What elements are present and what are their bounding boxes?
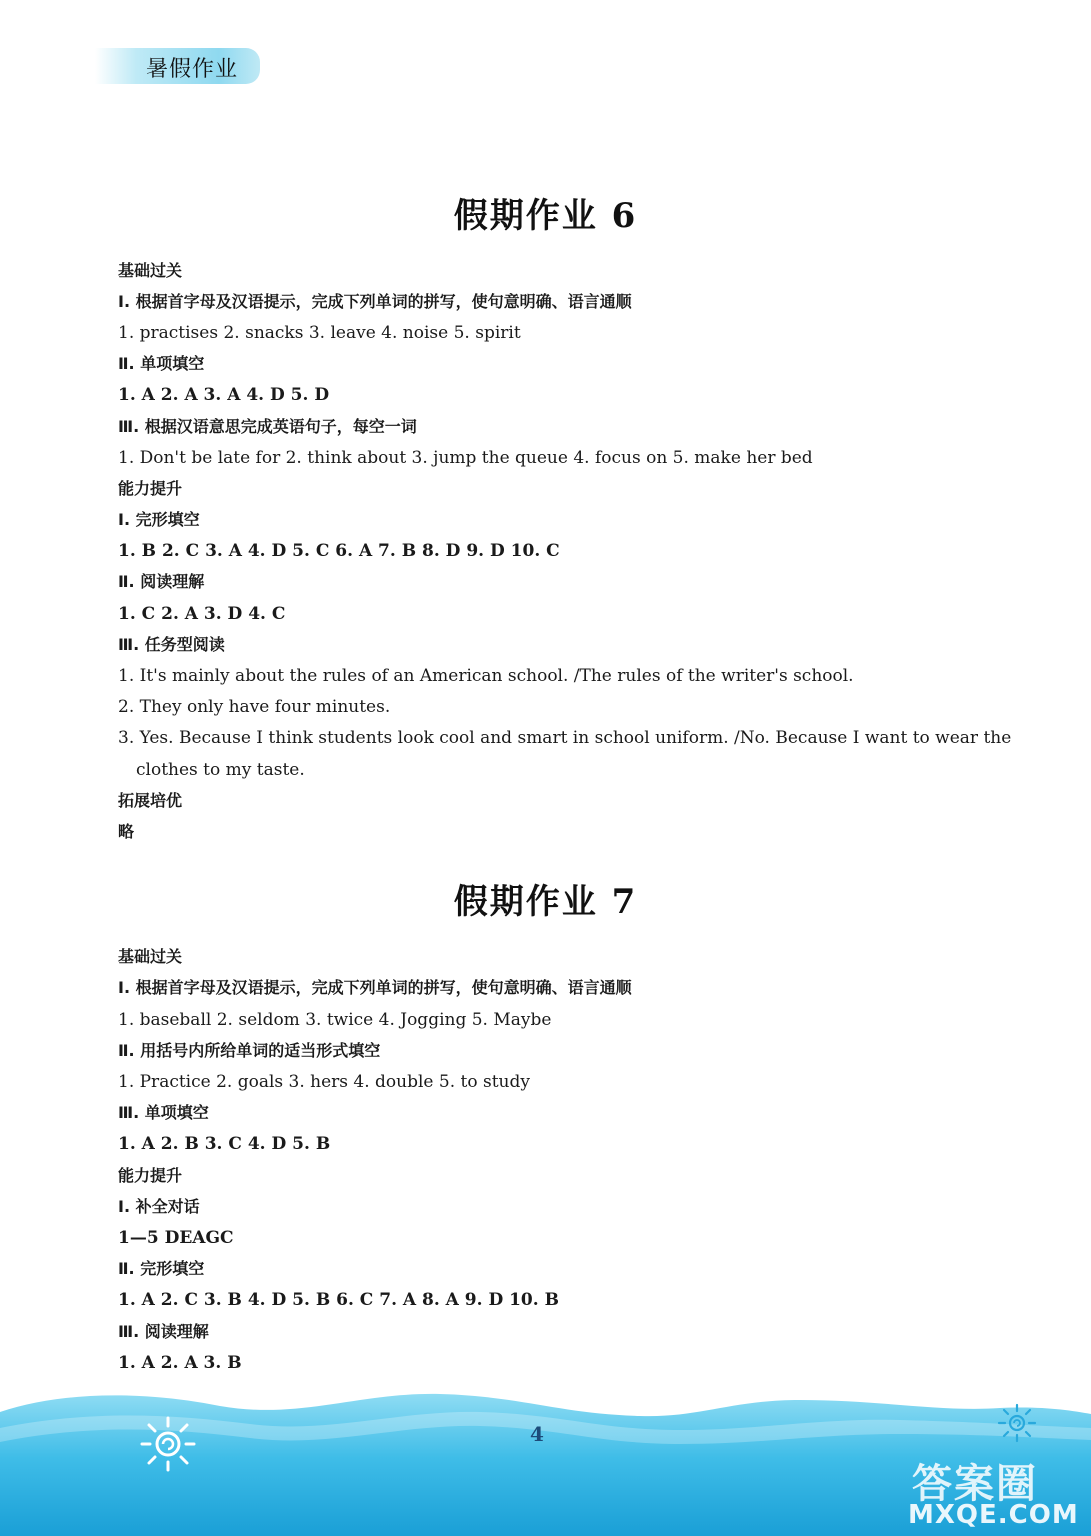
s7-q1-title: Ⅰ. 根据首字母及汉语提示，完成下列单词的拼写，使句意明确、语言通顺 [118,978,632,997]
sun-icon-right [996,1402,1038,1444]
s6-q2-answers: 1. A 2. A 3. A 4. D 5. D [118,385,330,405]
s6-a3-line1: 1. It's mainly about the rules of an American school. /The rules of the writer's school. [118,666,854,686]
s6-a3-line3-cont: clothes to my taste. [136,760,305,780]
s7-q2-answers: 1. Practice 2. goals 3. hers 4. double 5. to study [118,1072,530,1092]
s6-a1-answers: 1. B 2. C 3. A 4. D 5. C 6. A 7. B 8. D 9. D 10. C [118,541,560,561]
s7-q3-title: Ⅲ. 单项填空 [118,1103,209,1122]
page-number: 4 [530,1422,544,1446]
s7-ability-heading: 能力提升 [118,1166,183,1185]
s6-basic-heading: 基础过关 [118,261,183,280]
s6-q1-title: Ⅰ. 根据首字母及汉语提示，完成下列单词的拼写，使句意明确、语言通顺 [118,292,632,311]
s7-q1-answers: 1. baseball 2. seldom 3. twice 4. Jogging 5. Maybe [118,1010,552,1030]
s6-extend-heading: 拓展培优 [118,791,183,810]
s6-a3-title: Ⅲ. 任务型阅读 [118,635,225,654]
watermark-en: MXQE.COM [908,1500,1079,1530]
s7-a1-answers: 1—5 DEAGC [118,1228,234,1248]
s6-q3-title: Ⅲ. 根据汉语意思完成英语句子，每空一词 [118,417,417,436]
s7-a2-answers: 1. A 2. C 3. B 4. D 5. B 6. C 7. A 8. A 9. D 10. B [118,1290,559,1310]
sun-icon-left [136,1412,200,1476]
s6-ability-heading: 能力提升 [118,479,183,498]
s7-a1-title: Ⅰ. 补全对话 [118,1197,200,1216]
s6-q2-title: Ⅱ. 单项填空 [118,354,205,373]
s6-q1-answers: 1. practises 2. snacks 3. leave 4. noise 5. spirit [118,323,521,343]
s6-a3-line3: 3. Yes. Because I think students look cool and smart in school uniform. /No. Because I want to wear the [118,728,1012,748]
s6-a2-title: Ⅱ. 阅读理解 [118,572,205,591]
s6-a1-title: Ⅰ. 完形填空 [118,510,200,529]
s7-basic-heading: 基础过关 [118,947,183,966]
s6-q3-answers: 1. Don't be late for 2. think about 3. jump the queue 4. focus on 5. make her bed [118,448,813,468]
s7-q3-answers: 1. A 2. B 3. C 4. D 5. B [118,1134,331,1154]
s6-a2-answers: 1. C 2. A 3. D 4. C [118,604,286,624]
s7-a3-title: Ⅲ. 阅读理解 [118,1322,209,1341]
header-label: 暑假作业 [146,57,239,82]
s6-a3-line2: 2. They only have four minutes. [118,697,391,717]
s7-q2-title: Ⅱ. 用括号内所给单词的适当形式填空 [118,1041,381,1060]
watermark-cn: 答案圈 [912,1461,1038,1507]
s6-extend-answer: 略 [118,822,135,841]
section-6-title: 假期作业 6 [453,196,638,236]
section-7-title: 假期作业 7 [453,882,638,922]
s7-a3-answers: 1. A 2. A 3. B [118,1353,242,1373]
s7-a2-title: Ⅱ. 完形填空 [118,1259,205,1278]
